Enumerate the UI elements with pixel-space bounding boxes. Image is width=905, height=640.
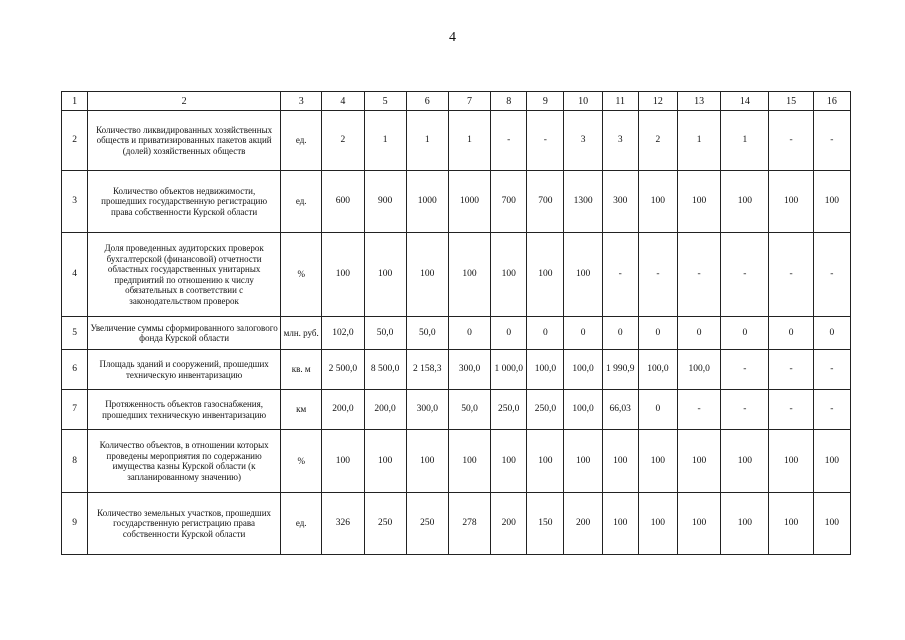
row-number: 7 — [62, 390, 88, 430]
value-cell: 50,0 — [406, 317, 448, 350]
value-cell: 3 — [564, 111, 602, 171]
column-header: 1 — [62, 92, 88, 111]
indicator-name: Количество объектов недвижимости, прошедших государственную регистрацию права собственности Курской области — [88, 171, 281, 233]
value-cell: 900 — [364, 171, 406, 233]
column-header: 3 — [281, 92, 322, 111]
value-cell: 0 — [448, 317, 490, 350]
value-cell: 100 — [721, 430, 769, 493]
value-cell: 100 — [564, 430, 602, 493]
column-header: 16 — [813, 92, 850, 111]
value-cell: 0 — [769, 317, 813, 350]
value-cell: 326 — [322, 493, 364, 555]
value-cell: - — [721, 350, 769, 390]
value-cell: 1 — [364, 111, 406, 171]
column-header: 7 — [448, 92, 490, 111]
value-cell: 0 — [638, 317, 677, 350]
value-cell: - — [769, 111, 813, 171]
value-cell: - — [769, 350, 813, 390]
table-row — [62, 111, 851, 171]
value-cell: 0 — [491, 317, 527, 350]
column-header: 9 — [527, 92, 564, 111]
unit-of-measure: млн. руб. — [281, 317, 322, 350]
value-cell: 300 — [602, 171, 638, 233]
row-number: 5 — [62, 317, 88, 350]
value-cell: - — [678, 233, 721, 317]
value-cell: 2 — [638, 111, 677, 171]
value-cell: 66,03 — [602, 390, 638, 430]
value-cell: 150 — [527, 493, 564, 555]
row-number: 9 — [62, 493, 88, 555]
indicator-name: Количество земельных участков, прошедших государственную регистрацию права собственности Курской области — [88, 493, 281, 555]
table-row — [62, 390, 851, 430]
value-cell: 100 — [769, 493, 813, 555]
value-cell: 100 — [813, 171, 850, 233]
unit-of-measure: км — [281, 390, 322, 430]
value-cell: 1000 — [406, 171, 448, 233]
value-cell: 200,0 — [322, 390, 364, 430]
value-cell: 1 — [406, 111, 448, 171]
value-cell: 300,0 — [406, 390, 448, 430]
value-cell: - — [813, 350, 850, 390]
value-cell: 100 — [678, 430, 721, 493]
value-cell: 100 — [406, 233, 448, 317]
value-cell: 100,0 — [678, 350, 721, 390]
value-cell: 100 — [448, 233, 490, 317]
indicators-table — [61, 91, 851, 555]
value-cell: 100 — [678, 493, 721, 555]
indicator-name: Количество объектов, в отношении которых проведены мероприятия по содержанию имущества казны Курской области (к запланированному значению) — [88, 430, 281, 493]
indicator-name: Доля проведенных аудиторских проверок бухгалтерской (финансовой) отчетности областных государственных унитарных предприятий по отношению к числу обязательных в соответствии с законодательством проверок — [88, 233, 281, 317]
value-cell: 0 — [602, 317, 638, 350]
value-cell: 100 — [813, 493, 850, 555]
value-cell: 1 — [448, 111, 490, 171]
value-cell: 100,0 — [564, 350, 602, 390]
column-header: 14 — [721, 92, 769, 111]
value-cell: 200,0 — [364, 390, 406, 430]
value-cell: 100 — [769, 171, 813, 233]
table-row — [62, 430, 851, 493]
value-cell: - — [769, 390, 813, 430]
indicator-name: Площадь зданий и сооружений, прошедших техническую инвентаризацию — [88, 350, 281, 390]
value-cell: 100 — [721, 493, 769, 555]
value-cell: 8 500,0 — [364, 350, 406, 390]
value-cell: 100 — [769, 430, 813, 493]
indicator-name: Протяженность объектов газоснабжения, прошедших техническую инвентаризацию — [88, 390, 281, 430]
column-header: 15 — [769, 92, 813, 111]
value-cell: - — [527, 111, 564, 171]
row-number: 3 — [62, 171, 88, 233]
value-cell: 250,0 — [527, 390, 564, 430]
value-cell: 2 158,3 — [406, 350, 448, 390]
page-number: 4 — [449, 30, 456, 45]
value-cell: 100 — [678, 171, 721, 233]
column-header: 6 — [406, 92, 448, 111]
column-header: 12 — [638, 92, 677, 111]
unit-of-measure: ед. — [281, 171, 322, 233]
value-cell: 1000 — [448, 171, 490, 233]
column-header: 8 — [491, 92, 527, 111]
value-cell: - — [813, 111, 850, 171]
value-cell: 278 — [448, 493, 490, 555]
value-cell: 0 — [527, 317, 564, 350]
value-cell: 50,0 — [364, 317, 406, 350]
value-cell: 1 — [678, 111, 721, 171]
value-cell: 300,0 — [448, 350, 490, 390]
indicator-name: Количество ликвидированных хозяйственных обществ и приватизированных пакетов акций (долей) хозяйственных обществ — [88, 111, 281, 171]
column-header: 2 — [88, 92, 281, 111]
value-cell: 100,0 — [638, 350, 677, 390]
column-header: 10 — [564, 92, 602, 111]
column-header: 11 — [602, 92, 638, 111]
value-cell: - — [721, 390, 769, 430]
table-row — [62, 493, 851, 555]
value-cell: 100 — [813, 430, 850, 493]
value-cell: 100 — [602, 430, 638, 493]
value-cell: 100 — [638, 493, 677, 555]
row-number: 4 — [62, 233, 88, 317]
value-cell: 200 — [564, 493, 602, 555]
table-row — [62, 350, 851, 390]
value-cell: 1 — [721, 111, 769, 171]
row-number: 6 — [62, 350, 88, 390]
value-cell: - — [813, 233, 850, 317]
value-cell: 0 — [678, 317, 721, 350]
column-header: 4 — [322, 92, 364, 111]
unit-of-measure: % — [281, 233, 322, 317]
value-cell: 0 — [564, 317, 602, 350]
value-cell: 600 — [322, 171, 364, 233]
value-cell: - — [721, 233, 769, 317]
value-cell: 1300 — [564, 171, 602, 233]
value-cell: 250 — [406, 493, 448, 555]
value-cell: 100,0 — [564, 390, 602, 430]
unit-of-measure: ед. — [281, 493, 322, 555]
value-cell: - — [678, 390, 721, 430]
value-cell: 250,0 — [491, 390, 527, 430]
value-cell: 100 — [602, 493, 638, 555]
column-header: 13 — [678, 92, 721, 111]
value-cell: - — [769, 233, 813, 317]
value-cell: 250 — [364, 493, 406, 555]
value-cell: 100 — [527, 233, 564, 317]
value-cell: 100 — [638, 171, 677, 233]
column-header: 5 — [364, 92, 406, 111]
value-cell: 1 990,9 — [602, 350, 638, 390]
table-row — [62, 171, 851, 233]
table-row — [62, 233, 851, 317]
value-cell: 1 000,0 — [491, 350, 527, 390]
value-cell: 3 — [602, 111, 638, 171]
value-cell: 700 — [527, 171, 564, 233]
header-row — [62, 92, 851, 111]
value-cell: 100 — [364, 233, 406, 317]
value-cell: - — [813, 390, 850, 430]
value-cell: 100 — [364, 430, 406, 493]
value-cell: 100 — [322, 430, 364, 493]
value-cell: 100,0 — [527, 350, 564, 390]
value-cell: 100 — [322, 233, 364, 317]
value-cell: 700 — [491, 171, 527, 233]
value-cell: 100 — [564, 233, 602, 317]
value-cell: 102,0 — [322, 317, 364, 350]
value-cell: 100 — [406, 430, 448, 493]
value-cell: 0 — [813, 317, 850, 350]
value-cell: 100 — [491, 233, 527, 317]
value-cell: 100 — [448, 430, 490, 493]
unit-of-measure: кв. м — [281, 350, 322, 390]
value-cell: 100 — [638, 430, 677, 493]
value-cell: 200 — [491, 493, 527, 555]
unit-of-measure: ед. — [281, 111, 322, 171]
value-cell: - — [491, 111, 527, 171]
value-cell: 100 — [491, 430, 527, 493]
value-cell: 100 — [527, 430, 564, 493]
table-row — [62, 317, 851, 350]
row-number: 2 — [62, 111, 88, 171]
indicator-name: Увеличение суммы сформированного залогового фонда Курской области — [88, 317, 281, 350]
value-cell: 50,0 — [448, 390, 490, 430]
value-cell: 100 — [721, 171, 769, 233]
value-cell: - — [602, 233, 638, 317]
row-number: 8 — [62, 430, 88, 493]
value-cell: - — [638, 233, 677, 317]
value-cell: 0 — [721, 317, 769, 350]
value-cell: 2 — [322, 111, 364, 171]
value-cell: 2 500,0 — [322, 350, 364, 390]
value-cell: 0 — [638, 390, 677, 430]
unit-of-measure: % — [281, 430, 322, 493]
